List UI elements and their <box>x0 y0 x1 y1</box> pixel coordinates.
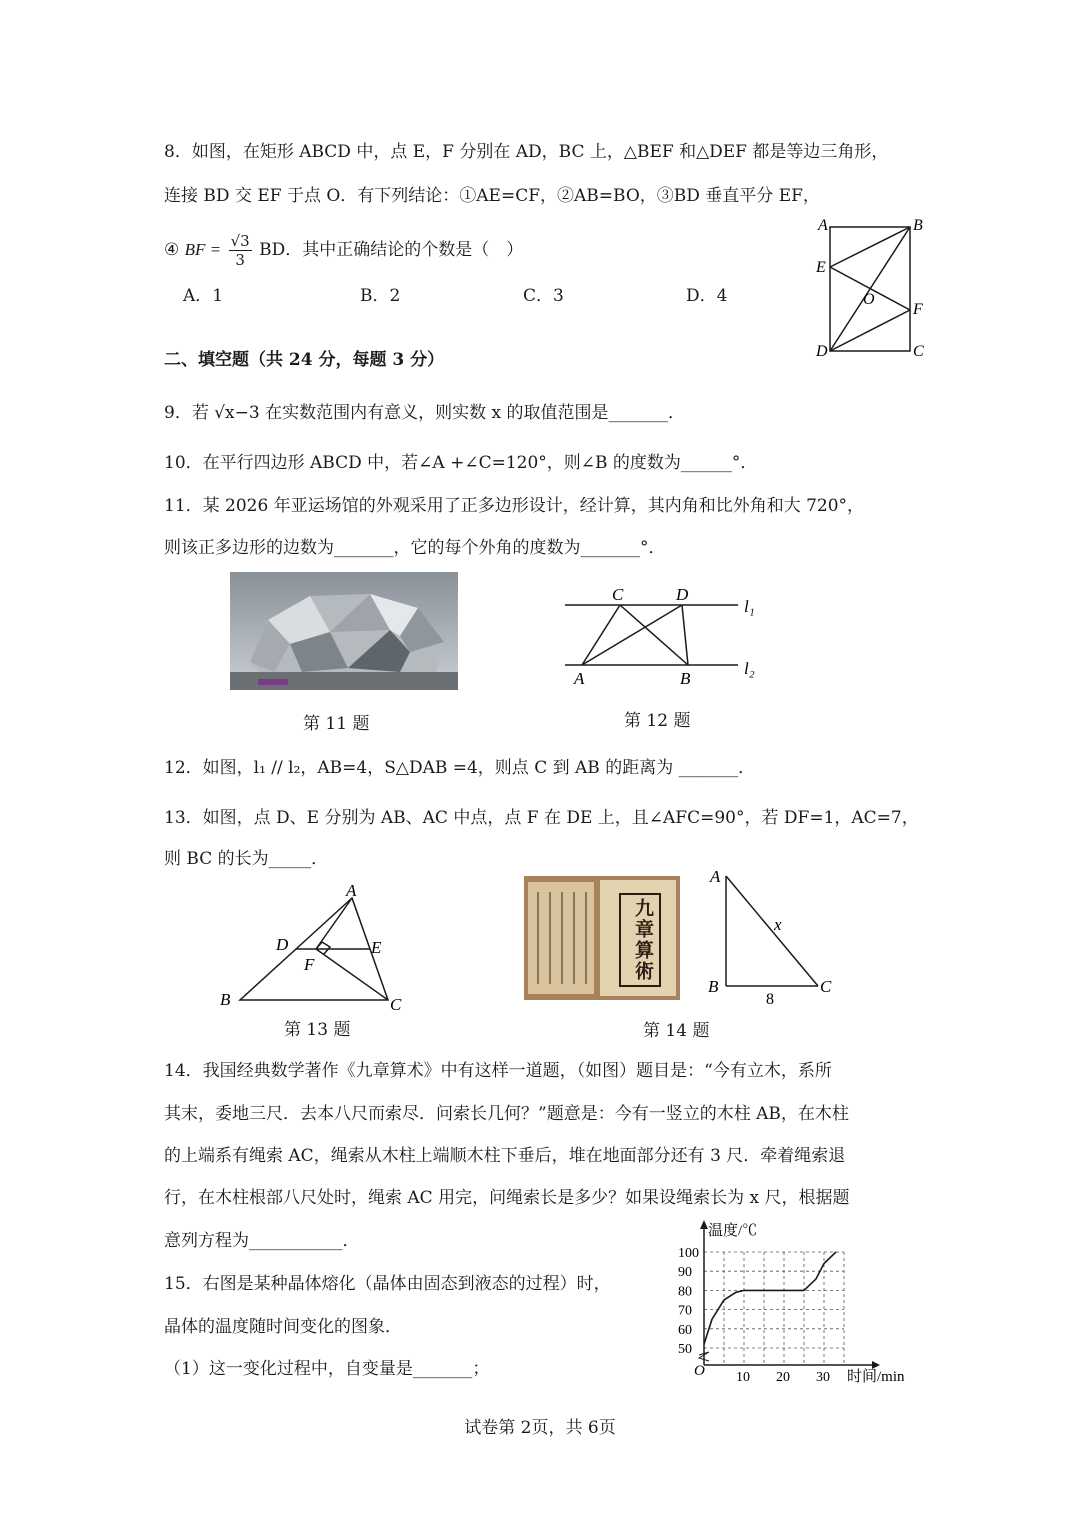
q12-label-b: B <box>680 669 691 688</box>
q8-label-e: E <box>816 259 826 276</box>
q8-label-c: C <box>913 343 924 360</box>
nine-chapters-book-photo <box>524 876 680 1000</box>
x-axis-arrow <box>872 1361 880 1369</box>
y-tick-label-60: 60 <box>678 1322 692 1338</box>
caption-q12: 第 12 题 <box>624 711 691 731</box>
q8-label-b: B <box>913 217 923 234</box>
q8-item-4-mark: ④ <box>164 240 180 260</box>
melting-temperature-chart <box>672 1215 922 1395</box>
y-tick-label-80: 80 <box>678 1284 692 1300</box>
section-2-heading: 二、填空题（共 24 分，每题 3 分） <box>164 350 445 370</box>
q14-line-3: 的上端系有绳索 AC，绳索从木柱上端顺木柱下垂后，堆在地面部分还有 3 尺．牵着绳索退 <box>164 1146 846 1166</box>
caption-q13: 第 13 题 <box>284 1020 351 1040</box>
q14-label-c: C <box>820 977 832 996</box>
page-footer: 试卷第 2页，共 6页 <box>464 1418 616 1438</box>
q8-bf-label: BF = <box>184 240 222 259</box>
q9-text: 9．若 √x−3 在实数范围内有意义，则实数 x 的取值范围是_______． <box>164 403 685 423</box>
x-tick-label-10: 10 <box>736 1370 750 1385</box>
q14-right-triangle-figure <box>700 862 850 1012</box>
q14-label-x: x <box>774 915 782 934</box>
q8-fraction <box>229 232 252 269</box>
q8-label-o: O <box>863 291 875 308</box>
q11-line-1: 11．某 2026 年亚运场馆的外观采用了正多边形设计，经计算，其内角和比外角和大 720°， <box>164 496 865 516</box>
q13-label-f: F <box>304 955 315 974</box>
q8-rectangle-figure <box>810 212 930 362</box>
q12-label-l1: l₁ <box>744 597 755 616</box>
q12-label-c: C <box>612 585 624 604</box>
chart-axes <box>699 1220 880 1369</box>
y-tick-label-70: 70 <box>678 1303 692 1319</box>
q15-line-3: （1）这一变化过程中，自变量是_______； <box>164 1359 490 1379</box>
y-tick-label-90: 90 <box>678 1265 692 1281</box>
q8-label-f: F <box>913 301 923 318</box>
q10-text: 10．在平行四边形 ABCD 中，若∠A +∠C=120°，则∠B 的度数为______°． <box>164 453 758 473</box>
book-title: 九章算術 <box>632 898 654 982</box>
x-tick-label-30: 30 <box>816 1370 830 1385</box>
q13-label-b: B <box>220 990 231 1009</box>
q13-line-2: 则 BC 的长为_____． <box>164 849 329 869</box>
q13-label-a: A <box>346 881 357 900</box>
q8-label-a: A <box>818 217 828 234</box>
y-axis-arrow <box>700 1220 708 1229</box>
q8-line-1: 8．如图，在矩形 ABCD 中，点 E，F 分别在 AD，BC 上，△BEF 和△DEF 都是等边三角形， <box>164 142 889 162</box>
q15-line-1: 15．右图是某种晶体熔化（晶体由固态到液态的过程）时， <box>164 1274 611 1294</box>
q12-label-l2: l₂ <box>744 659 755 678</box>
q13-triangle-figure <box>212 878 412 1018</box>
q12-label-a: A <box>574 669 585 688</box>
q13-label-d: D <box>276 935 289 954</box>
stadium-photo <box>230 572 458 690</box>
q14-line-4: 行，在木柱根部八尺处时，绳索 AC 用完，问绳索长是多少？如果设绳索长为 x 尺，根据题 <box>164 1188 850 1208</box>
q8-option-b: B．2 <box>360 286 401 306</box>
q12-text: 12．如图，l₁ // l₂，AB=4，S△DAB =4，则点 C 到 AB 的距离为 _______． <box>164 758 756 778</box>
q8-option-c: C．3 <box>523 286 564 306</box>
q12-parallel-lines-figure <box>560 580 770 690</box>
q14-label-b: B <box>708 977 719 996</box>
q14-label-a: A <box>710 867 721 886</box>
q8-line-3 <box>164 232 523 269</box>
x-tick-label-20: 20 <box>776 1370 790 1385</box>
q11-line-2: 则该正多边形的边数为_______，它的每个外角的度数为_______°． <box>164 538 666 558</box>
chart-grid <box>704 1252 844 1365</box>
q15-line-2: 晶体的温度随时间变化的图象． <box>164 1317 402 1337</box>
q14-line-1: 14．我国经典数学著作《九章算术》中有这样一道题，（如图）题目是：“今有立木，系所 <box>164 1061 832 1081</box>
q8-fraction-den: 3 <box>235 251 245 269</box>
q8-line-3-rest: BD．其中正确结论的个数是（ ） <box>259 240 524 260</box>
q13-label-c: C <box>390 995 402 1014</box>
q14-line-2: 其末，委地三尺．去本八尺而索尽．问索长几何？”题意是：今有一竖立的木柱 AB，在木柱 <box>164 1104 849 1124</box>
q14-label-8: 8 <box>766 991 774 1008</box>
y-tick-label-100: 100 <box>678 1246 699 1261</box>
q12-label-d: D <box>676 585 689 604</box>
q13-line-1: 13．如图，点 D、E 分别为 AB、AC 中点，点 F 在 DE 上，且∠AFC=90°，若 DF=1，AC=7， <box>164 808 919 828</box>
q8-fraction-num: √3 <box>230 232 250 250</box>
chart-y-axis-label: 温度/℃ <box>708 1223 758 1239</box>
q8-option-d: D．4 <box>686 286 728 306</box>
caption-q14: 第 14 题 <box>643 1021 710 1041</box>
y-tick-label-50: 50 <box>678 1342 692 1357</box>
q8-option-a: A．1 <box>183 286 224 306</box>
q8-line-2: 连接 BD 交 EF 于点 O．有下列结论：①AE=CF，②AB=BO，③BD 垂直平分 EF， <box>164 186 820 206</box>
caption-q11: 第 11 题 <box>303 714 370 734</box>
chart-x-axis-label: 时间/min <box>847 1369 905 1385</box>
chart-origin-label: O <box>694 1363 705 1379</box>
q14-line-5: 意列方程为___________． <box>164 1231 360 1251</box>
q8-label-d: D <box>816 343 828 360</box>
q13-label-e: E <box>371 938 382 957</box>
